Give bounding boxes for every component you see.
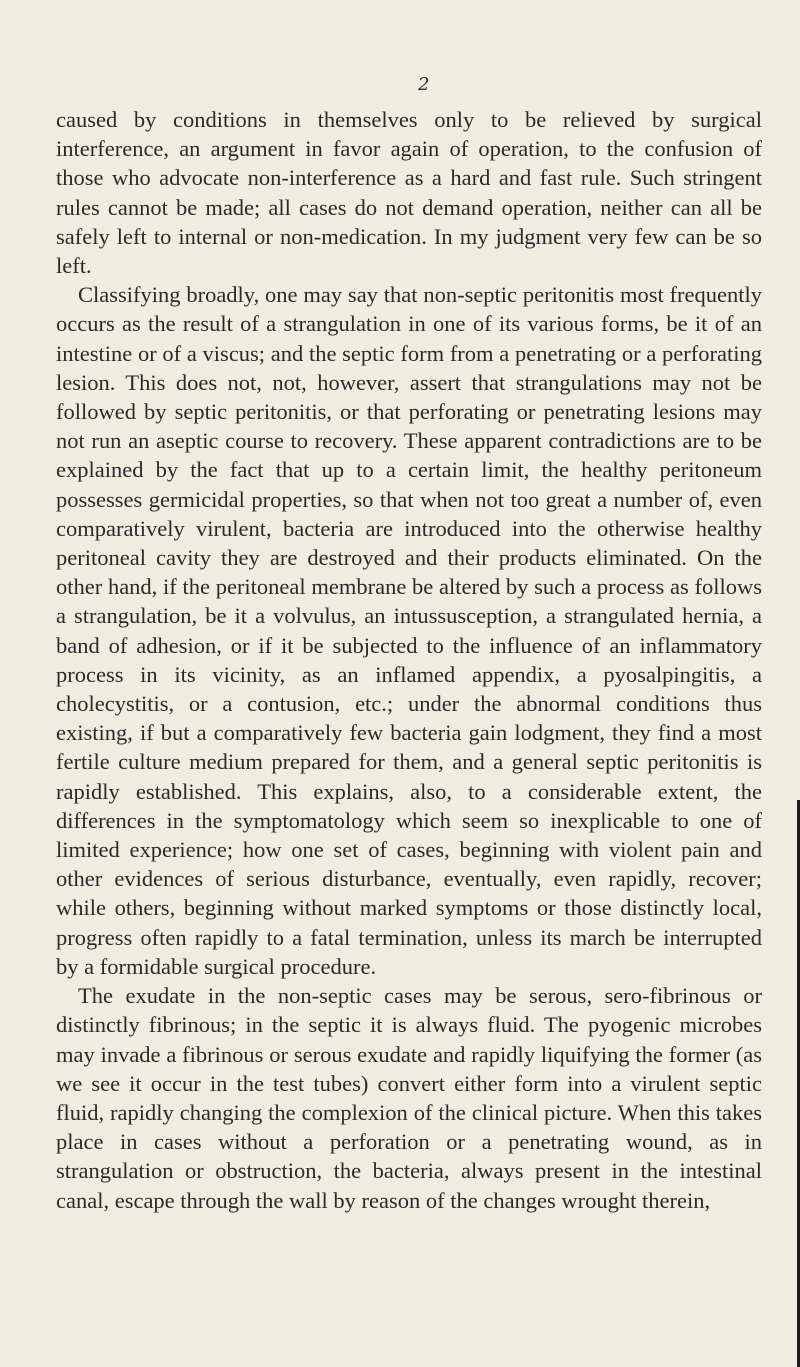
paragraph-3: The exudate in the non-septic cases may be serous, sero-fibrinous or distinctly fibrinous; in the septic it is always fluid. The pyogenic microbes may invade a fibrinous or serous exudate and rapidly liquifying the former (as we see it occur in the test tubes) convert either form into a virulent septic fluid, rapidly changing the complexion of the clinical picture. When this takes place in cases without a perforation or a penetrating wound, as in strangulation or obstruction, the bacteria, always present in the intestinal canal, escape through the wall by reason of the changes wrought therein, (56, 983, 762, 1213)
body-text (56, 105, 762, 1215)
page-number: 2 (418, 74, 430, 95)
paragraph-1: caused by conditions in themselves only to be relieved by surgical interference, an argument in favor again of operation, to the confusion of those who advocate non-interference as a hard and fast rule. Such stringent rules cannot be made; all cases do not demand operation, neither can all be safely left to internal or non-medication. In my judgment very few can be so left. (56, 107, 762, 279)
paragraph-2: Classifying broadly, one may say that non-septic peritonitis most frequently occurs as the result of a strangulation in one of its various forms, be it of an intestine or of a viscus; and the septic form from a penetrating or a perforating lesion. This does not, not, however, assert that strangulations may not be followed by septic peritonitis, or that perforating or penetrating lesions may not run an aseptic course to recovery. These apparent contradictions are to be explained by the fact that up to a certain limit, the healthy peritoneum possesses germicidal properties, so that when not too great a number of, even comparatively virulent, bacteria are introduced into the otherwise healthy peritoneal cavity they are destroyed and their products eliminated. On the other hand, if the peritoneal membrane be altered by such a process as follows a strangulation, be it a volvulus, an intussusception, a strangulated hernia, a band of adhesion, or if it be subjected to the influence of an inflammatory process in its vicinity, as an inflamed appendix, a pyosalpingitis, a cholecystitis, or a contusion, etc.; under the abnormal conditions thus existing, if but a comparatively few bacteria gain lodgment, they find a most fertile culture medium prepared for them, and a general septic peritonitis is rapidly established. This explains, also, to a considerable extent, the differences in the symptomatology which seem so inexplicable to one of limited experience; how one set of cases, beginning with violent pain and other evidences of serious disturbance, eventually, even rapidly, recover; while others, beginning without marked symptoms or those distinctly local, progress often rapidly to a fatal termination, unless its march be interrupted by a formidable surgical procedure. (56, 282, 762, 979)
